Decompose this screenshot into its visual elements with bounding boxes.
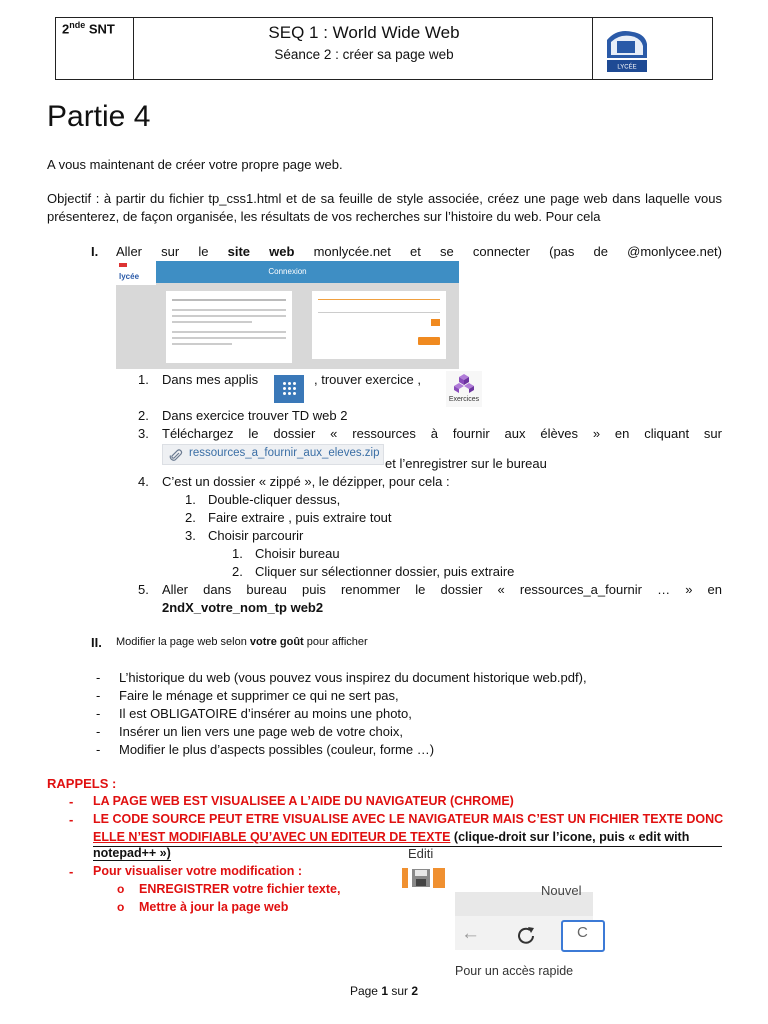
rappel-dash: - xyxy=(69,864,74,879)
section1-text: Aller sur le site web monlycée.net et se connecter (pas de @monlycee.net) xyxy=(116,244,722,259)
rappel-item: LE CODE SOURCE PEUT ETRE VISUALISE AVEC LE NAVIGATEUR MAIS C’EST UN FICHIER TEXTE DONC xyxy=(93,812,724,826)
rappel-sub-bullet: o xyxy=(117,882,125,896)
step2-text: Dans exercice trouver TD web 2 xyxy=(162,408,348,423)
logo-text: LYCÉE xyxy=(617,64,637,71)
rappel-subitem: ENREGISTRER votre fichier texte, xyxy=(139,882,341,896)
bullet-item: Faire le ménage et supprimer ce qui ne sert pas, xyxy=(119,688,399,703)
substep3-text: Choisir parcourir xyxy=(208,528,304,543)
login-form xyxy=(312,291,446,359)
search-icon: C xyxy=(577,924,588,941)
substep1-number: 1. xyxy=(185,492,196,507)
grade-label: 2nde SNT xyxy=(62,20,115,37)
step1-text-a: Dans mes applis xyxy=(162,372,259,387)
rappel-item-underlined: ELLE N’EST MODIFIABLE QU’AVEC UN EDITEUR DE TEXTE (clique-droit sur l’icone, puis « edit with xyxy=(93,829,722,847)
step5-folder-name: 2ndX_votre_nom_tp web2 xyxy=(162,600,324,615)
login-arrow-button[interactable] xyxy=(431,319,440,326)
new-tab-label: Nouvel xyxy=(541,883,582,898)
subsubstep1-text: Choisir bureau xyxy=(255,546,340,561)
bullet-dash: - xyxy=(96,724,101,739)
browser-snippet xyxy=(455,883,593,978)
editor-snippet xyxy=(402,846,448,892)
rappel-dash: - xyxy=(69,812,74,827)
apps-icon xyxy=(274,375,304,403)
login-header-text: Connexion xyxy=(268,267,307,276)
substep3-number: 3. xyxy=(185,528,196,543)
rappel-item-notepad: notepad++ ») xyxy=(93,846,171,860)
step1-number: 1. xyxy=(138,372,149,387)
bullet-dash: - xyxy=(96,706,101,721)
step2-number: 2. xyxy=(138,408,149,423)
address-bar[interactable] xyxy=(561,920,605,952)
step4-text: C’est un dossier « zippé », le dézipper, pour cela : xyxy=(162,474,450,489)
step3-number: 3. xyxy=(138,426,149,441)
step5-text: Aller dans bureau puis renommer le dossier « ressources_a_fournir … » en xyxy=(162,582,722,597)
objective-text: Objectif : à partir du fichier tp_css1.html et de sa feuille de style associée, créez une page web dans laquelle vous présenterez, de façon organisée, les résultats de vos recherches sur l’histoire du web. Pour cela xyxy=(47,191,722,224)
step5-number: 5. xyxy=(138,582,149,597)
exercices-label: Exercices xyxy=(448,396,480,403)
section2-text: Modifier la page web selon votre goût pour afficher xyxy=(116,636,368,648)
quick-access-text: Pour un accès rapide xyxy=(455,964,574,978)
rappel-subitem: Mettre à jour la page web xyxy=(139,900,289,914)
reload-icon[interactable] xyxy=(515,925,537,947)
step3-text: Téléchargez le dossier « ressources à fournir aux élèves » en cliquant sur xyxy=(162,426,722,441)
bullet-dash: - xyxy=(96,670,101,685)
rappel-dash: - xyxy=(69,794,74,809)
sequence-title: SEQ 1 : World Wide Web xyxy=(268,23,460,42)
bullet-item: Insérer un lien vers une page web de votre choix, xyxy=(119,724,404,739)
bullet-dash: - xyxy=(96,742,101,757)
rappel-sub-bullet: o xyxy=(117,900,125,914)
logo-cell xyxy=(592,18,712,79)
section1-number: I. xyxy=(91,244,99,259)
section2-number: II. xyxy=(91,635,102,650)
zip-filename: ressources_a_fournir_aux_eleves.zip xyxy=(189,447,380,459)
school-logo xyxy=(603,22,651,74)
step1-text-b: , trouver exercice , xyxy=(314,372,421,387)
bullet-item: L’historique du web (vous pouvez vous inspirez du document historique web.pdf), xyxy=(119,670,587,685)
cubes-icon xyxy=(454,373,474,393)
rappel-item: LA PAGE WEB EST VISUALISEE A L’AIDE DU NAVIGATEUR (CHROME) xyxy=(93,794,514,808)
login-button[interactable] xyxy=(418,337,440,345)
substep1-text: Double-cliquer dessus, xyxy=(208,492,341,507)
save-icon[interactable] xyxy=(411,868,431,888)
page-footer: Page 1 sur 2 xyxy=(349,984,419,998)
rappels-title: RAPPELS : xyxy=(47,776,117,791)
substep2-number: 2. xyxy=(185,510,196,525)
session-title: Séance 2 : créer sa page web xyxy=(274,47,454,62)
bullet-dash: - xyxy=(96,688,101,703)
bullet-item: Modifier le plus d’aspects possibles (couleur, forme …) xyxy=(119,742,435,757)
exercices-icon xyxy=(446,371,482,407)
intro-text: A vous maintenant de créer votre propre page web. xyxy=(47,157,343,172)
header-table xyxy=(55,17,713,80)
subsubstep2-text: Cliquer sur sélectionner dossier, puis extraire xyxy=(255,564,515,579)
step4-number: 4. xyxy=(138,474,149,489)
bullet-item: Il est OBLIGATOIRE d’insérer au moins une photo, xyxy=(119,706,412,721)
back-arrow-icon[interactable]: ← xyxy=(461,923,480,944)
step3-text-after: et l’enregistrer sur le bureau xyxy=(385,456,547,471)
zip-download-link[interactable] xyxy=(162,444,384,465)
subsubstep2-number: 2. xyxy=(232,564,243,579)
subsubstep1-number: 1. xyxy=(232,546,243,561)
page-title: Partie 4 xyxy=(47,100,151,133)
info-panel xyxy=(166,291,292,363)
rappel-item: Pour visualiser votre modification : xyxy=(93,864,303,878)
brand-box xyxy=(116,261,156,285)
brand-text: lycée xyxy=(119,272,140,281)
login-screenshot xyxy=(116,261,459,369)
paperclip-icon xyxy=(170,449,182,462)
substep2-text: Faire extraire , puis extraire tout xyxy=(208,510,392,525)
edit-menu-label: Editi xyxy=(408,846,434,861)
grade-cell xyxy=(56,18,134,79)
